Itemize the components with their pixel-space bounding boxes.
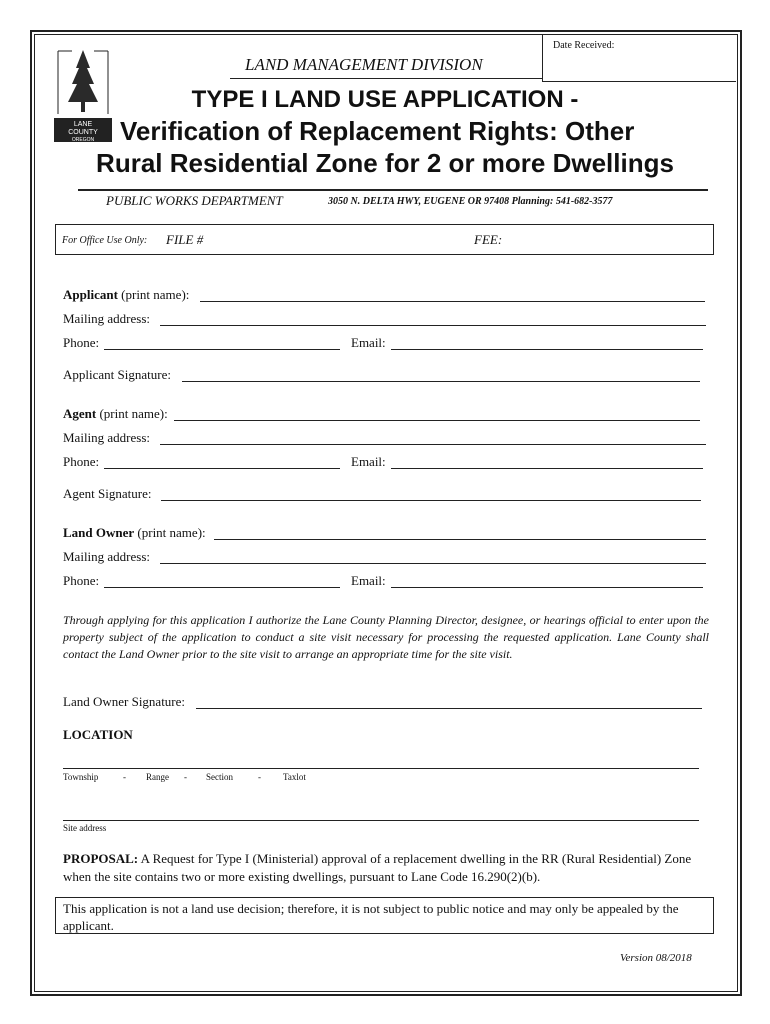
agent-email-label: Email: <box>351 454 386 469</box>
range-label: Range <box>146 772 169 782</box>
separator-2: - <box>184 772 187 782</box>
date-received-box <box>542 34 736 82</box>
svg-text:COUNTY: COUNTY <box>68 129 98 136</box>
agent-mailing-label: Mailing address: <box>63 430 151 445</box>
owner-phone-label: Phone: <box>63 573 100 588</box>
owner-email-field[interactable] <box>391 587 703 588</box>
agent-name-field[interactable] <box>174 420 700 421</box>
department-rule <box>78 189 708 191</box>
applicant-mailing-field[interactable] <box>160 325 706 326</box>
applicant-name-label: Applicant (print name): <box>63 287 190 302</box>
owner-signature-field[interactable] <box>196 708 702 709</box>
agent-signature-label: Agent Signature: <box>63 486 152 501</box>
fee-label: FEE: <box>474 232 503 247</box>
section-label: Section <box>206 772 233 782</box>
form-title-line1: TYPE I LAND USE APPLICATION - <box>191 86 579 113</box>
office-use-box <box>55 224 714 255</box>
department-name: PUBLIC WORKS DEPARTMENT <box>106 193 283 208</box>
agent-signature-field[interactable] <box>161 500 701 501</box>
agent-name-label: Agent (print name): <box>63 406 168 421</box>
division-name: LAND MANAGEMENT DIVISION <box>245 55 483 74</box>
location-field[interactable] <box>63 768 699 769</box>
agent-mailing-field[interactable] <box>160 444 706 445</box>
agent-email-field[interactable] <box>391 468 703 469</box>
owner-mailing-label: Mailing address: <box>63 549 151 564</box>
owner-signature-label: Land Owner Signature: <box>63 694 186 709</box>
separator-3: - <box>258 772 261 782</box>
site-address-field[interactable] <box>63 820 699 821</box>
owner-mailing-field[interactable] <box>160 563 706 564</box>
department-address: 3050 N. DELTA HWY, EUGENE OR 97408 Planning: 541-682-3577 <box>328 196 613 207</box>
applicant-signature-label: Applicant Signature: <box>63 367 171 382</box>
agent-phone-field[interactable] <box>104 468 340 469</box>
location-heading: LOCATION <box>63 727 133 742</box>
applicant-mailing-label: Mailing address: <box>63 311 151 326</box>
form-title-line3: Rural Residential Zone for 2 or more Dwellings <box>96 148 674 178</box>
taxlot-label: Taxlot <box>283 772 306 782</box>
proposal-text: PROPOSAL: A Request for Type I (Ministerial) approval of a replacement dwelling in the RR (Rural Residential) Zone when the site contains two or more existing dwellings, pursuant to Lane Code 16.290(2)(b). <box>63 851 692 884</box>
file-number-label: FILE # <box>166 232 204 247</box>
form-title-line2: Verification of Replacement Rights: Other <box>120 116 635 146</box>
owner-name-label: Land Owner (print name): <box>63 525 206 540</box>
division-rule <box>230 78 542 79</box>
applicant-name-field[interactable] <box>200 301 705 302</box>
version-label: Version 08/2018 <box>620 952 692 964</box>
applicant-email-label: Email: <box>351 335 386 350</box>
applicant-signature-field[interactable] <box>182 381 700 382</box>
authorization-statement: Through applying for this application I authorize the Lane County Planning Director, designee, or hearings official to enter upon the property subject of the application to conduct a site visit necessary for processing the requested application. Lane County shall contact the Land Owner prior to the site visit to arrange an appropriate time for the site visit. <box>63 613 709 661</box>
date-received-label: Date Received: <box>553 40 615 51</box>
site-address-label: Site address <box>63 823 107 833</box>
svg-text:OREGON: OREGON <box>71 137 95 143</box>
office-use-label: For Office Use Only: <box>62 235 148 246</box>
svg-text:LANE: LANE <box>73 121 93 128</box>
separator-1: - <box>123 772 126 782</box>
township-label: Township <box>63 772 99 782</box>
applicant-phone-label: Phone: <box>63 335 100 350</box>
applicant-email-field[interactable] <box>391 349 703 350</box>
agent-phone-label: Phone: <box>63 454 100 469</box>
owner-name-field[interactable] <box>214 539 706 540</box>
notice-text: This application is not a land use decision; therefore, it is not subject to public notice and may only be appealed by the applicant. <box>63 901 679 933</box>
applicant-phone-field[interactable] <box>104 349 340 350</box>
owner-phone-field[interactable] <box>104 587 340 588</box>
owner-email-label: Email: <box>351 573 386 588</box>
